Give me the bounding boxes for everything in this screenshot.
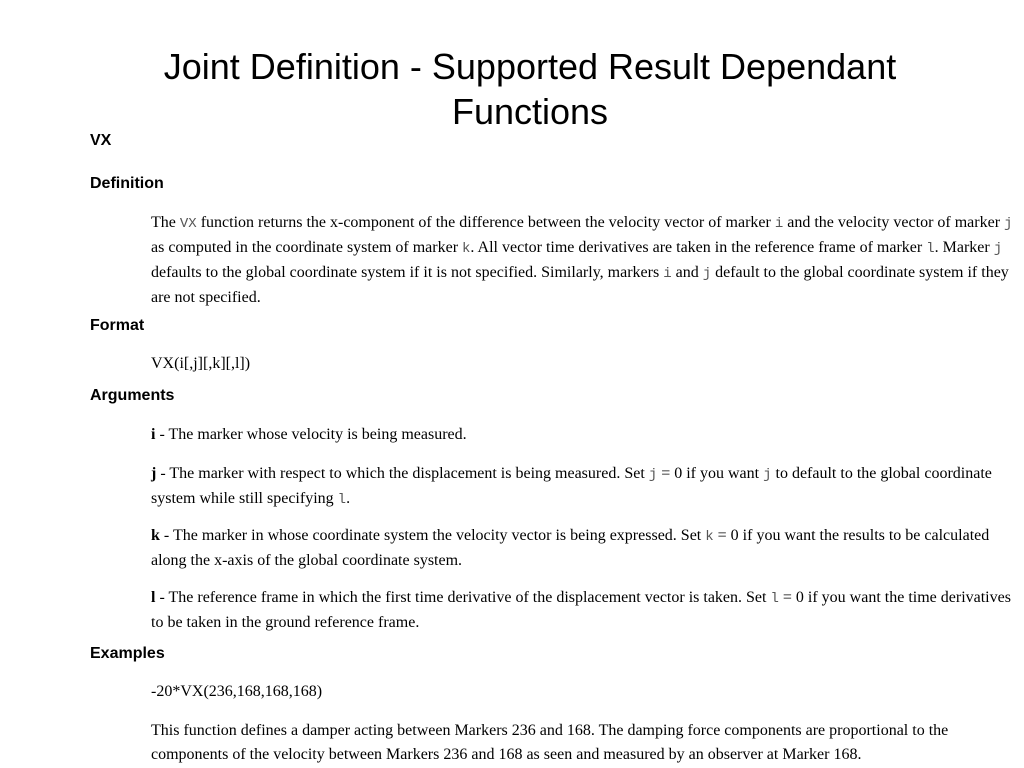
example-expression: -20*VX(236,168,168,168) xyxy=(151,683,323,700)
format-heading: Format xyxy=(90,317,145,334)
argument-k-code-1: k xyxy=(705,529,714,545)
definition-heading: Definition xyxy=(90,175,164,192)
examples-heading: Examples xyxy=(90,645,165,662)
definition-text-6: . Marker xyxy=(934,239,994,256)
argument-l-name: l xyxy=(151,589,156,606)
argument-j-text-2: = 0 if you want xyxy=(657,465,764,482)
definition-code-j-2: j xyxy=(993,241,1003,257)
argument-j-text-1: - The marker with respect to which the displacement is being measured. Set xyxy=(156,465,649,482)
argument-j-text-3: to default to the global coordinate system while still specifying xyxy=(151,465,992,507)
definition-text-2: function returns the x-component of the difference between the velocity vector of marker xyxy=(196,214,775,231)
definition-text-3: and the velocity vector of marker xyxy=(783,214,1005,231)
slide-title-line-1: Joint Definition - Supported Result Dependant xyxy=(163,46,897,87)
argument-l xyxy=(151,586,1024,635)
argument-l-text-2: = 0 if you want the time derivatives to be taken in the ground reference frame. xyxy=(151,589,1011,631)
definition-text-1: The xyxy=(151,214,180,231)
example-description: This function defines a damper acting between Markers 236 and 168. The damping force components are proportional to the components of the velocity between Markers 236 and 168 as seen and measured by an observer at Marker 168. xyxy=(151,722,949,763)
argument-j-name: j xyxy=(151,465,157,482)
argument-i xyxy=(151,423,1024,447)
argument-k-text-1: - The marker in whose coordinate system the velocity vector is being expressed. Set xyxy=(159,527,706,544)
definition-code-j-3: j xyxy=(702,266,712,282)
definition-code-k: k xyxy=(462,241,471,257)
argument-j-code-1: j xyxy=(648,467,658,483)
definition-code-vx: VX xyxy=(179,216,197,232)
definition-code-i-2: i xyxy=(663,266,672,282)
format-syntax: VX(i[,j][,k][,l]) xyxy=(151,355,251,372)
definition-text-5: . All vector time derivatives are taken in the reference frame of marker xyxy=(470,239,927,256)
argument-k-name: k xyxy=(151,527,160,544)
definition-code-i: i xyxy=(774,216,784,232)
definition-text-9: default to the global coordinate system if they are not specified. xyxy=(151,264,1009,306)
definition-text-4: as computed in the coordinate system of marker xyxy=(151,239,463,256)
argument-j-code-3: l xyxy=(337,492,347,508)
argument-i-name: i xyxy=(151,426,156,443)
definition-text-8: and xyxy=(671,264,703,281)
arguments-heading: Arguments xyxy=(90,387,175,404)
slide-title-line-2: Functions xyxy=(451,91,609,132)
argument-k xyxy=(151,524,1024,573)
function-name-heading: VX xyxy=(90,132,112,149)
argument-j-text-4: . xyxy=(346,490,351,507)
definition-text-7: defaults to the global coordinate system if it is not specified. Similarly, markers xyxy=(151,264,664,281)
definition-code-j: j xyxy=(1004,216,1013,232)
argument-j-code-2: j xyxy=(763,467,772,483)
slide-title xyxy=(0,44,1024,134)
argument-k-text-2: = 0 if you want the results to be calculated along the x-axis of the global coordinate system. xyxy=(151,527,990,569)
argument-i-desc: - The marker whose velocity is being measured. xyxy=(155,426,467,443)
argument-j xyxy=(151,462,1024,512)
argument-l-text-1: - The reference frame in which the first time derivative of the displacement vector is taken. Set xyxy=(155,589,771,606)
definition-code-l: l xyxy=(926,241,935,257)
definition-paragraph xyxy=(151,211,1024,310)
argument-l-code-1: l xyxy=(770,591,779,607)
